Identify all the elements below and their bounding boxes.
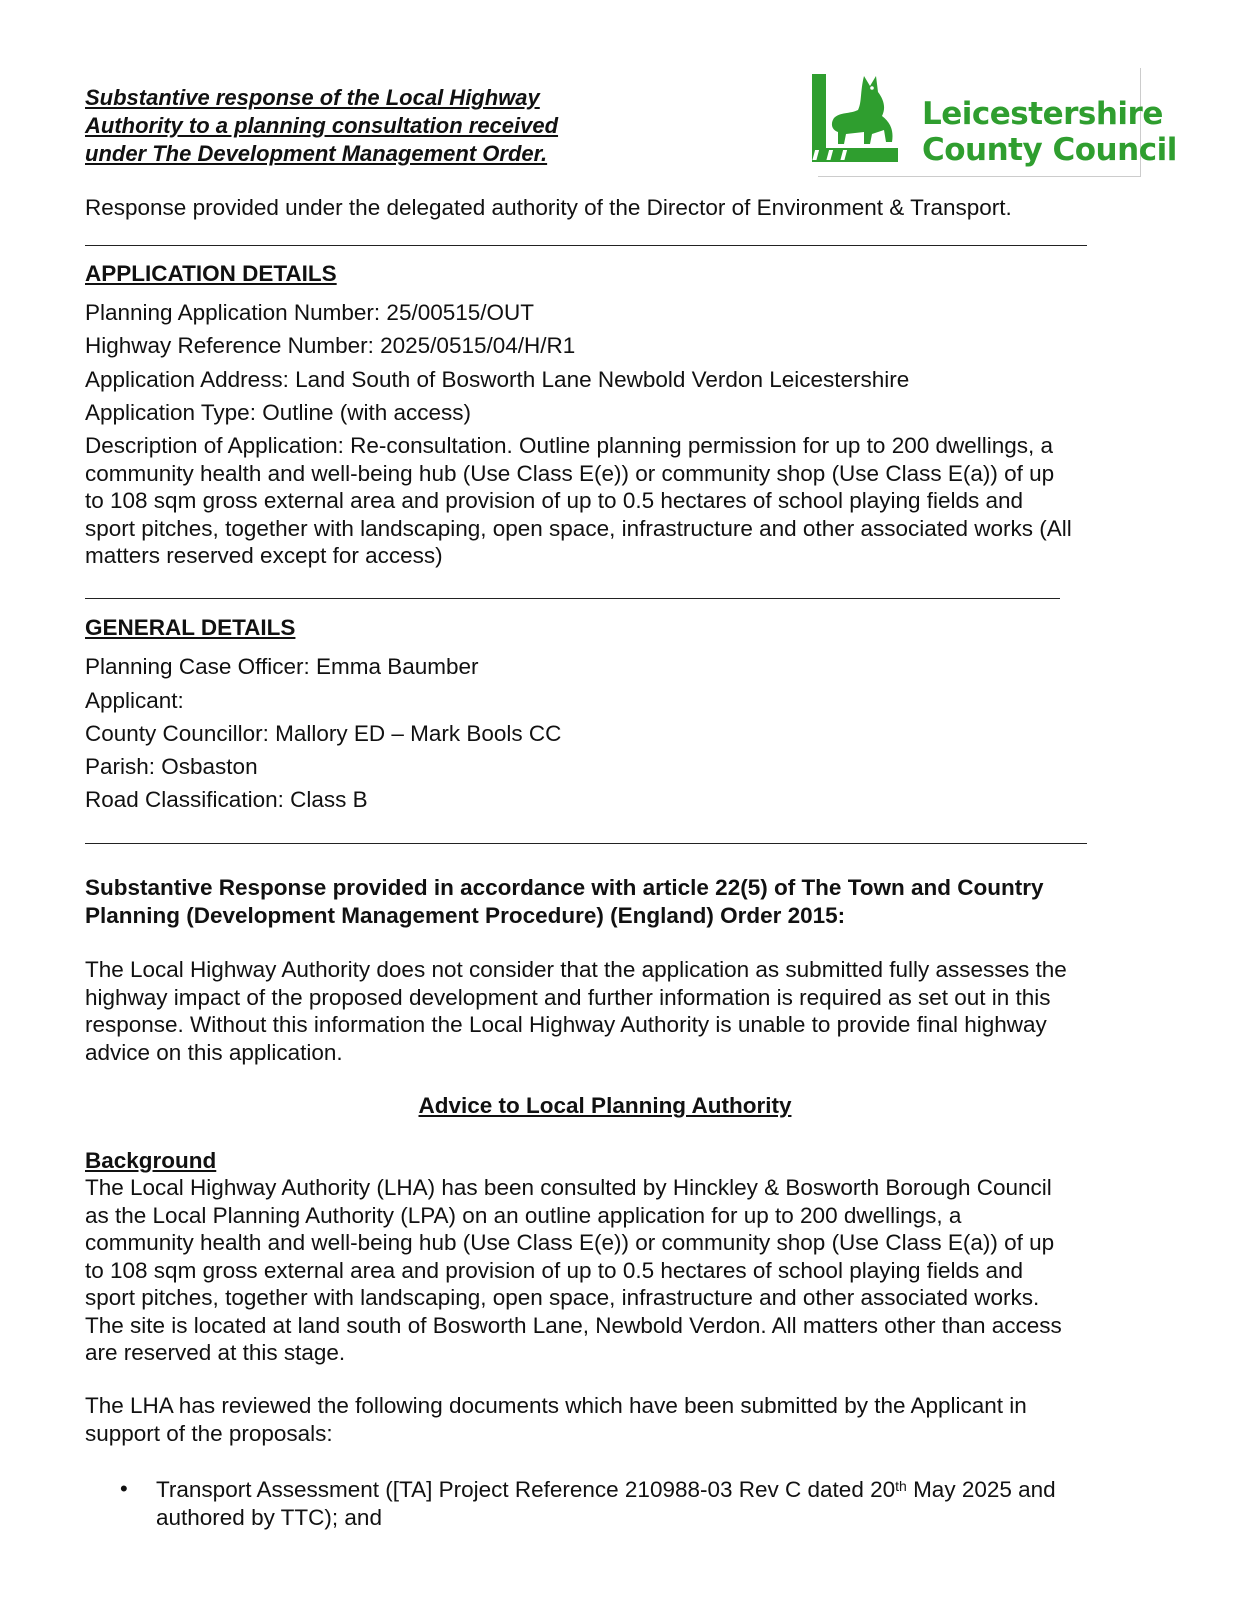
substantive-heading-line: Planning (Development Management Procedure) (England) Order 2015:	[85, 902, 846, 928]
application-details-heading: APPLICATION DETAILS	[85, 261, 337, 286]
logo-line-1: Leicestershire	[922, 96, 1163, 132]
document-title	[85, 84, 558, 168]
substantive-body-line: advice on this application.	[85, 1039, 343, 1065]
substantive-response-heading	[85, 874, 1145, 929]
substantive-body-line: highway impact of the proposed development and further information is required as set out in this	[85, 984, 1051, 1010]
planning-case-officer: Planning Case Officer: Emma Baumber	[85, 654, 479, 679]
application-address: Application Address: Land South of Bosworth Lane Newbold Verdon Leicestershire	[85, 367, 910, 392]
general-details-heading: GENERAL DETAILS	[85, 615, 296, 640]
advice-heading: Advice to Local Planning Authority	[418, 1093, 792, 1118]
bullet-icon: •	[120, 1476, 128, 1501]
council-logo	[818, 68, 1177, 177]
title-line-2: Authority to a planning consultation received	[85, 113, 559, 138]
background-line: community health and well-being hub (Use Class E(e)) or community shop (Use Class E(a)) of up	[85, 1230, 1055, 1255]
background-line: The Local Highway Authority (LHA) has been consulted by Hinckley & Bosworth Borough Council	[85, 1175, 1052, 1200]
background-paragraph	[85, 1174, 1145, 1367]
divider	[85, 843, 1087, 844]
parish: Parish: Osbaston	[85, 754, 258, 779]
delegated-authority-text: Response provided under the delegated authority of the Director of Environment & Transport.	[85, 195, 1012, 220]
background-line: are reserved at this stage.	[85, 1340, 346, 1365]
logo-line-2: County Council	[922, 132, 1177, 168]
highway-reference-number: Highway Reference Number: 2025/0515/04/H/R1	[85, 333, 576, 358]
background-line: sport pitches, together with landscaping, open space, infrastructure and other associated works.	[85, 1285, 1040, 1310]
background-line: to 108 sqm gross external area and provision of up to 0.5 hectares of school playing fields and	[85, 1257, 1024, 1283]
description-line: to 108 sqm gross external area and provision of up to 0.5 hectares of school playing fields and	[85, 488, 1024, 513]
fox-emblem-icon	[810, 72, 902, 168]
bullet-list-item	[156, 1476, 1056, 1531]
application-type: Application Type: Outline (with access)	[85, 400, 472, 425]
substantive-response-body	[85, 956, 1145, 1066]
county-councillor: County Councillor: Mallory ED – Mark Bools CC	[85, 721, 562, 746]
divider	[85, 598, 1060, 599]
bullet-text-pre: Transport Assessment ([TA] Project Reference 210988-03 Rev C dated 20	[156, 1477, 896, 1502]
application-description	[85, 432, 1145, 570]
bullet-text-post: May 2025 and	[906, 1477, 1056, 1502]
divider	[85, 245, 1087, 246]
logo-wordmark	[922, 96, 1177, 168]
title-line-1: Substantive response of the Local Highway	[85, 85, 540, 110]
description-line: community health and well-being hub (Use Class E(e)) or community shop (Use Class E(a)) of up	[85, 460, 1055, 486]
bullet-line-2: authored by TTC); and	[156, 1504, 382, 1530]
applicant: Applicant:	[85, 688, 184, 713]
reviewed-line: The LHA has reviewed the following documents which have been submitted by the Applicant in	[85, 1393, 1027, 1418]
background-heading: Background	[85, 1148, 217, 1173]
substantive-heading-line: Substantive Response provided in accordance with article 22(5) of The Town and Country	[85, 875, 1044, 900]
bullet-line-1	[156, 1476, 1056, 1504]
title-line-3: under The Development Management Order.	[85, 141, 548, 166]
description-line: matters reserved except for access)	[85, 543, 443, 568]
substantive-body-line: The Local Highway Authority does not consider that the application as submitted fully assesses the	[85, 957, 1067, 982]
planning-application-number: Planning Application Number: 25/00515/OUT	[85, 300, 535, 325]
background-line: The site is located at land south of Bosworth Lane, Newbold Verdon. All matters other than access	[85, 1312, 1062, 1338]
road-classification: Road Classification: Class B	[85, 787, 368, 812]
reviewed-documents-intro	[85, 1392, 1145, 1447]
bullet-superscript: th	[895, 1478, 907, 1494]
description-line: Description of Application: Re-consultation. Outline planning permission for up to 200 dwellings, a	[85, 433, 1054, 458]
background-line: as the Local Planning Authority (LPA) on an outline application for up to 200 dwellings, a	[85, 1202, 962, 1228]
reviewed-line: support of the proposals:	[85, 1420, 333, 1446]
substantive-body-line: response. Without this information the Local Highway Authority is unable to provide final highway	[85, 1012, 1047, 1037]
description-line: sport pitches, together with landscaping, open space, infrastructure and other associated works (All	[85, 515, 1072, 541]
